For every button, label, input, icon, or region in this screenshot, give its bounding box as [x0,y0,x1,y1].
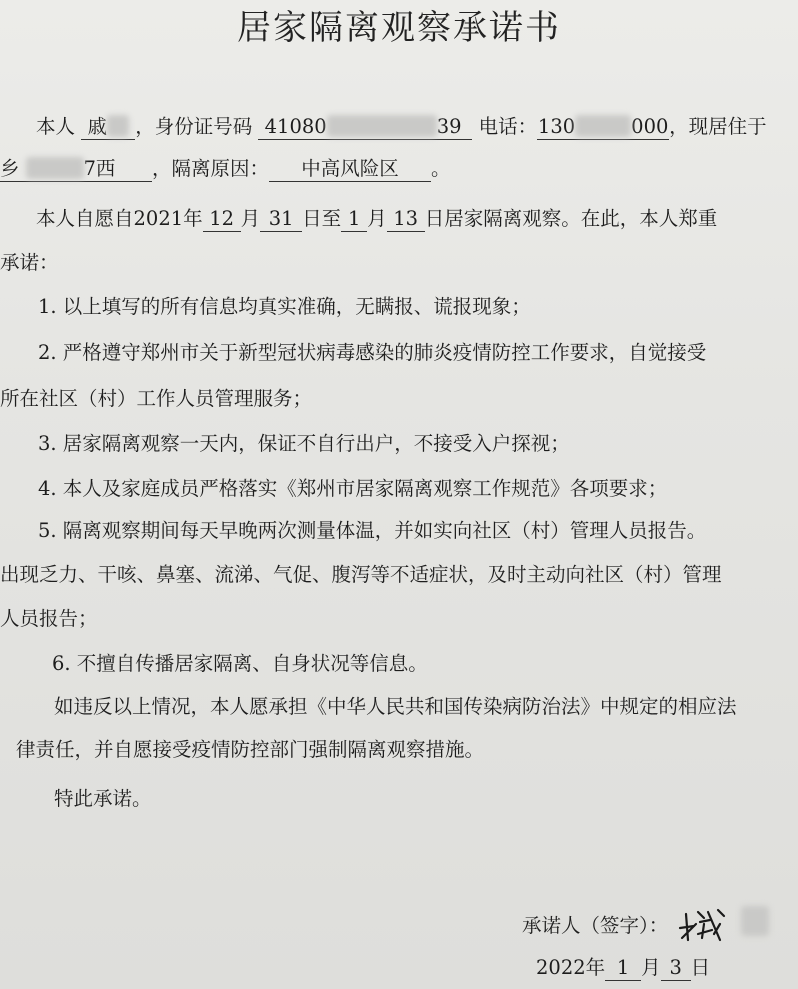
commitment-item-5-cont-2: 人员报告； [0,607,98,630]
personal-info-line-1 [36,114,767,140]
commitment-item-6: 6. 不擅自传播居家隔离、自身状况等信息。 [52,652,428,675]
signature-line [522,904,769,944]
commitment-item-4: 4. 本人及家庭成员严格落实《郑州市居家隔离观察工作规范》各项要求； [38,477,668,500]
start-month-field: 12 [203,207,241,232]
label-residence: ，现居住于 [669,115,767,138]
label-phone: 电话： [478,115,538,138]
start-day-field: 31 [260,207,302,232]
sign-month-field: 1 [605,956,641,981]
redaction-blur [107,115,129,137]
commitment-item-5-cont: 出现乏力、干咳、鼻塞、流涕、气促、腹泻等不适症状，及时主动向社区（村）管理 [0,563,722,586]
name-field: 戚 [81,115,135,140]
address-field: 乡 7西 [0,157,152,182]
personal-info-line-2: 乡 7西 ，隔离原因： 中高风险区 。 [0,157,451,180]
handwritten-signature [674,904,734,944]
page-title: 居家隔离观察承诺书 [237,8,561,48]
signature-date: 2022年 1 月 3 日 [536,956,711,979]
redaction-blur [575,115,631,137]
redaction-blur [26,157,84,179]
commitment-item-2-cont: 所在社区（村）工作人员管理服务； [0,387,313,410]
reason-field: 中高风险区 [269,157,431,182]
label-self: 本人 [36,115,76,138]
quarantine-period-line: 本人自愿自2021年 12 月 31 日至 1 月 13 日居家隔离观察。在此，本人郑重 [36,207,718,230]
commitment-item-2: 2. 严格遵守郑州市关于新型冠状病毒感染的肺炎疫情防控工作要求，自觉接受 [38,341,707,364]
sign-day-field: 3 [661,956,691,981]
redaction-blur [327,115,437,137]
phone-field: 130 000 [537,115,669,138]
end-month-field: 1 [341,207,367,232]
redaction-blur [741,906,769,936]
commitment-item-5: 5. 隔离观察期间每天早晚两次测量体温，并如实向社区（村）管理人员报告。 [38,519,707,542]
commitment-item-1: 1. 以上填写的所有信息均真实准确，无瞒报、谎报现象； [38,295,531,318]
promise-label: 承诺： [0,251,59,274]
end-day-field: 13 [387,207,425,232]
commitment-item-3: 3. 居家隔离观察一天内，保证不自行出户，不接受入户探视； [38,432,570,455]
closing-paragraph-line-1: 如违反以上情况，本人愿承担《中华人民共和国传染病防治法》中规定的相应法 [54,695,737,718]
closing-statement: 特此承诺。 [54,787,152,810]
closing-paragraph-line-2: 律责任，并自愿接受疫情防控部门强制隔离观察措施。 [16,738,485,761]
label-id-number: ，身份证号码 [135,115,253,138]
signature-label: 承诺人（签字）： [522,914,669,937]
label-reason: ，隔离原因： [152,157,270,180]
id-number-field: 41080 39 [258,115,472,140]
